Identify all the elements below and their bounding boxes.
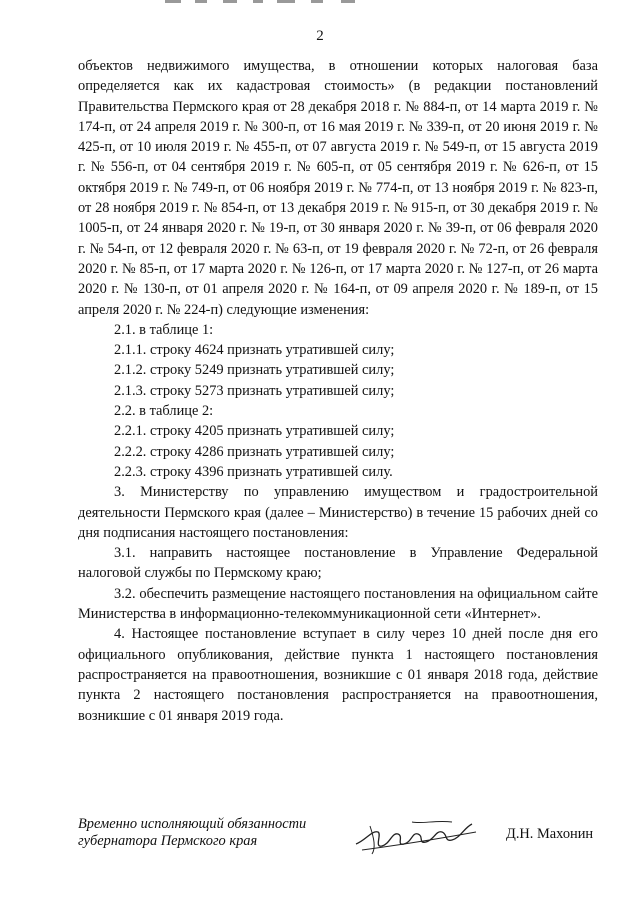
item-2-1-1: 2.1.1. строку 4624 признать утратившей силу; [114,342,395,359]
paragraph-3: 3. Министерству по управлению имуществом и градостроительной деятельности Пермского края (далее – Министерство) в течение 15 рабочих дней со дня подписания настоящего постановления: [78,484,598,541]
item-2-1-2: 2.1.2. строку 5249 признать утратившей силу; [114,362,395,379]
signatory-title-line-1: Временно исполняющий обязанности [78,816,307,832]
signatory-name: Д.Н. Махонин [506,826,594,842]
item-2-1: 2.1. в таблице 1: [114,321,214,338]
handwritten-signature [352,810,482,858]
item-2-1-3: 2.1.3. строку 5273 признать утратившей силу; [114,382,395,399]
paragraph-4: 4. Настоящее постановление вступает в силу через 10 дней после дня его официального опубликования, действие пункта 1 настоящего постановления распространяется на правоотношения, возникшие с 01 января 2018 года, действие пункта 2 настоящего постановления распространяется на правоотношения, возникшие с 01 января 2019 года. [78,626,598,724]
item-2-2-2: 2.2.2. строку 4286 признать утратившей силу; [114,443,395,460]
document-body [78,56,598,726]
item-2-2-3: 2.2.3. строку 4396 признать утратившей силу. [114,463,393,480]
scan-edge-marks [165,0,365,6]
paragraph-2-continuation: объектов недвижимого имущества, в отношении которых налоговая база определяется как их кадастровая стоимость» (в редакции постановлений Правительства Пермского края от 28 декабря 2018 г. № 884-п, от 14 марта 2019 г. № 174-п, от 24 апреля 2019 г. № 300-п, от 16 мая 2019 г. № 339-п, от 20 июня 2019 г. № 425-п, от 10 июля 2019 г. № 455-п, от 07 августа 2019 г. № 549-п, от 15 августа 2019 г. № 556-п, от 04 сентября 2019 г. № 605-п, от 05 сентября 2019 г. № 626-п, от 15 октября 2019 г. № 749-п, от 06 ноября 2019 г. № 774-п, от 13 ноября 2019 г. № 823-п, от 28 ноября 2019 г. № 854-п, от 13 декабря 2019 г. № 915-п, от 30 декабря 2019 г. № 1005-п, от 24 января 2020 г. № 19-п, от 30 января 2020 г. № 39-п, от 06 февраля 2020 г. № 54-п, от 12 февраля 2020 г. № 63-п, от 19 февраля 2020 г. № 72-п, от 26 февраля 2020 г. № 85-п, от 17 марта 2020 г. № 126-п, от 17 марта 2020 г. № 127-п, от 26 марта 2020 г. № 130-п, от 01 апреля 2020 г. № 164-п, от 09 апреля 2020 г. № 189-п, от 15 апреля 2020 г. № 224-п) следующие изменения: [78,58,598,318]
item-2-2-1: 2.2.1. строку 4205 признать утратившей силу; [114,423,395,440]
signatory-title [78,816,306,849]
signatory-title-line-2: губернатора Пермского края [78,832,258,849]
page-number: 2 [316,28,324,44]
paragraph-3-2: 3.2. обеспечить размещение настоящего постановления на официальном сайте Министерства в информационно-телекоммуникационной сети «Интернет». [78,585,598,623]
item-2-2: 2.2. в таблице 2: [114,403,214,420]
paragraph-3-1: 3.1. направить настоящее постановление в Управление Федеральной налоговой службы по Пермскому краю; [78,545,598,582]
